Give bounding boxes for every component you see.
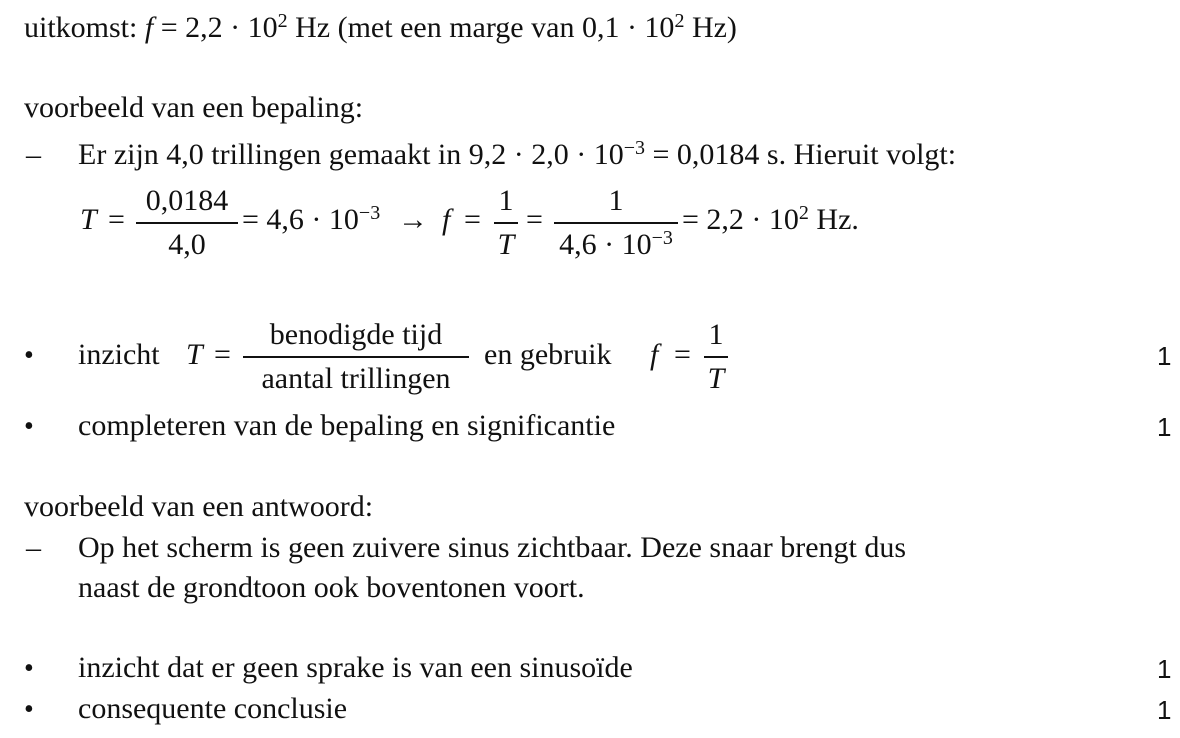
- outcome-f-symbol: f: [144, 11, 154, 44]
- determination-heading: voorbeeld van een bepaling:: [24, 91, 364, 124]
- fraction-numerator: benodigde tijd: [269, 318, 443, 351]
- criterion-bullet: •: [24, 694, 34, 725]
- formula-eq2: =: [464, 203, 481, 236]
- criterion-bullet: •: [24, 411, 34, 442]
- criterion-f-symbol: f: [650, 338, 659, 371]
- criterion-text: inzicht dat er geen sprake is van een sinusoïde: [78, 651, 633, 684]
- result-exponent: 2: [798, 202, 809, 224]
- answer-heading: voorbeeld van een antwoord:: [24, 490, 374, 523]
- criterion-score: 1: [1157, 341, 1172, 371]
- criterion-score: 1: [1157, 654, 1172, 684]
- fraction-numerator: 1: [708, 318, 724, 351]
- formula-period-value: [242, 202, 381, 236]
- result-unit: Hz.: [808, 203, 859, 236]
- determination-line1-tail: = 0,0184 s. Hieruit volgt:: [645, 138, 957, 171]
- criterion-score: 1: [1157, 412, 1172, 442]
- fraction-bar: [704, 356, 728, 358]
- criterion-eq: =: [214, 338, 231, 371]
- result-text: = 2,2 · 10: [682, 203, 799, 236]
- fraction-bar: [554, 222, 678, 224]
- fraction-denominator: T: [707, 362, 725, 395]
- criterion-eq2: =: [674, 338, 691, 371]
- outcome-margin-exponent: 2: [674, 10, 685, 32]
- determination-line1-text: Er zijn 4,0 trillingen gemaakt in 9,2 · 2,0 · 10: [78, 138, 624, 171]
- determination-dash: –: [26, 138, 41, 171]
- formula-fraction-one-over-period: [554, 186, 678, 260]
- outcome-exponent: 2: [277, 10, 288, 32]
- criterion-text: consequente conclusie: [78, 692, 348, 725]
- answer-dash: –: [26, 531, 41, 564]
- period-value-text: = 4,6 · 10: [242, 203, 359, 236]
- criterion-T-symbol: T: [186, 338, 203, 371]
- formula-fraction-one-over-T: [494, 186, 518, 260]
- outcome-unit-close: Hz): [691, 11, 737, 44]
- criterion-text: completeren van de bepaling en significantie: [78, 409, 616, 442]
- formula-fraction-time: [136, 186, 238, 260]
- criterion-score: 1: [1157, 695, 1172, 725]
- criterion-fraction-one-over-T: [704, 320, 728, 394]
- fraction-denominator: 4,0: [168, 228, 206, 261]
- outcome-line: [24, 10, 737, 44]
- formula-f-symbol: f: [442, 203, 451, 236]
- fraction-numerator: 0,0184: [145, 184, 229, 217]
- outcome-margin: Hz (met een marge van 0,1 · 10: [295, 11, 675, 44]
- fraction-bar: [243, 356, 469, 358]
- fraction-denominator-text: 4,6 · 10: [559, 228, 652, 261]
- formula-arrow: →: [398, 203, 428, 236]
- fraction-bar: [494, 222, 518, 224]
- determination-line1-exponent: −3: [623, 137, 645, 159]
- fraction-denominator-exponent: −3: [651, 227, 673, 249]
- fraction-denominator: T: [497, 228, 515, 261]
- answer-line2: naast de grondtoon ook boventonen voort.: [78, 571, 585, 604]
- criterion-bullet: •: [24, 653, 34, 684]
- fraction-bar: [136, 222, 238, 224]
- fraction-numerator: 1: [608, 184, 624, 217]
- criterion-bullet: •: [24, 340, 34, 371]
- outcome-value: = 2,2 · 10: [160, 11, 278, 44]
- criterion-insight-text: inzicht: [78, 338, 160, 371]
- criterion-fraction-period: [243, 320, 469, 394]
- answer-line1: Op het scherm is geen zuivere sinus zichtbaar. Deze snaar brengt dus: [78, 531, 907, 564]
- criterion-usage-text: en gebruik: [484, 338, 612, 371]
- determination-line1: [78, 137, 957, 171]
- fraction-numerator: 1: [498, 184, 514, 217]
- formula-eq1: =: [108, 203, 125, 236]
- formula-eq3: =: [526, 203, 543, 236]
- fraction-denominator: aantal trillingen: [261, 362, 451, 395]
- formula-T-symbol: T: [80, 203, 97, 236]
- period-value-exponent: −3: [358, 202, 381, 224]
- formula-result: [682, 202, 859, 236]
- outcome-label: uitkomst:: [24, 11, 138, 44]
- fraction-denominator: [554, 227, 678, 261]
